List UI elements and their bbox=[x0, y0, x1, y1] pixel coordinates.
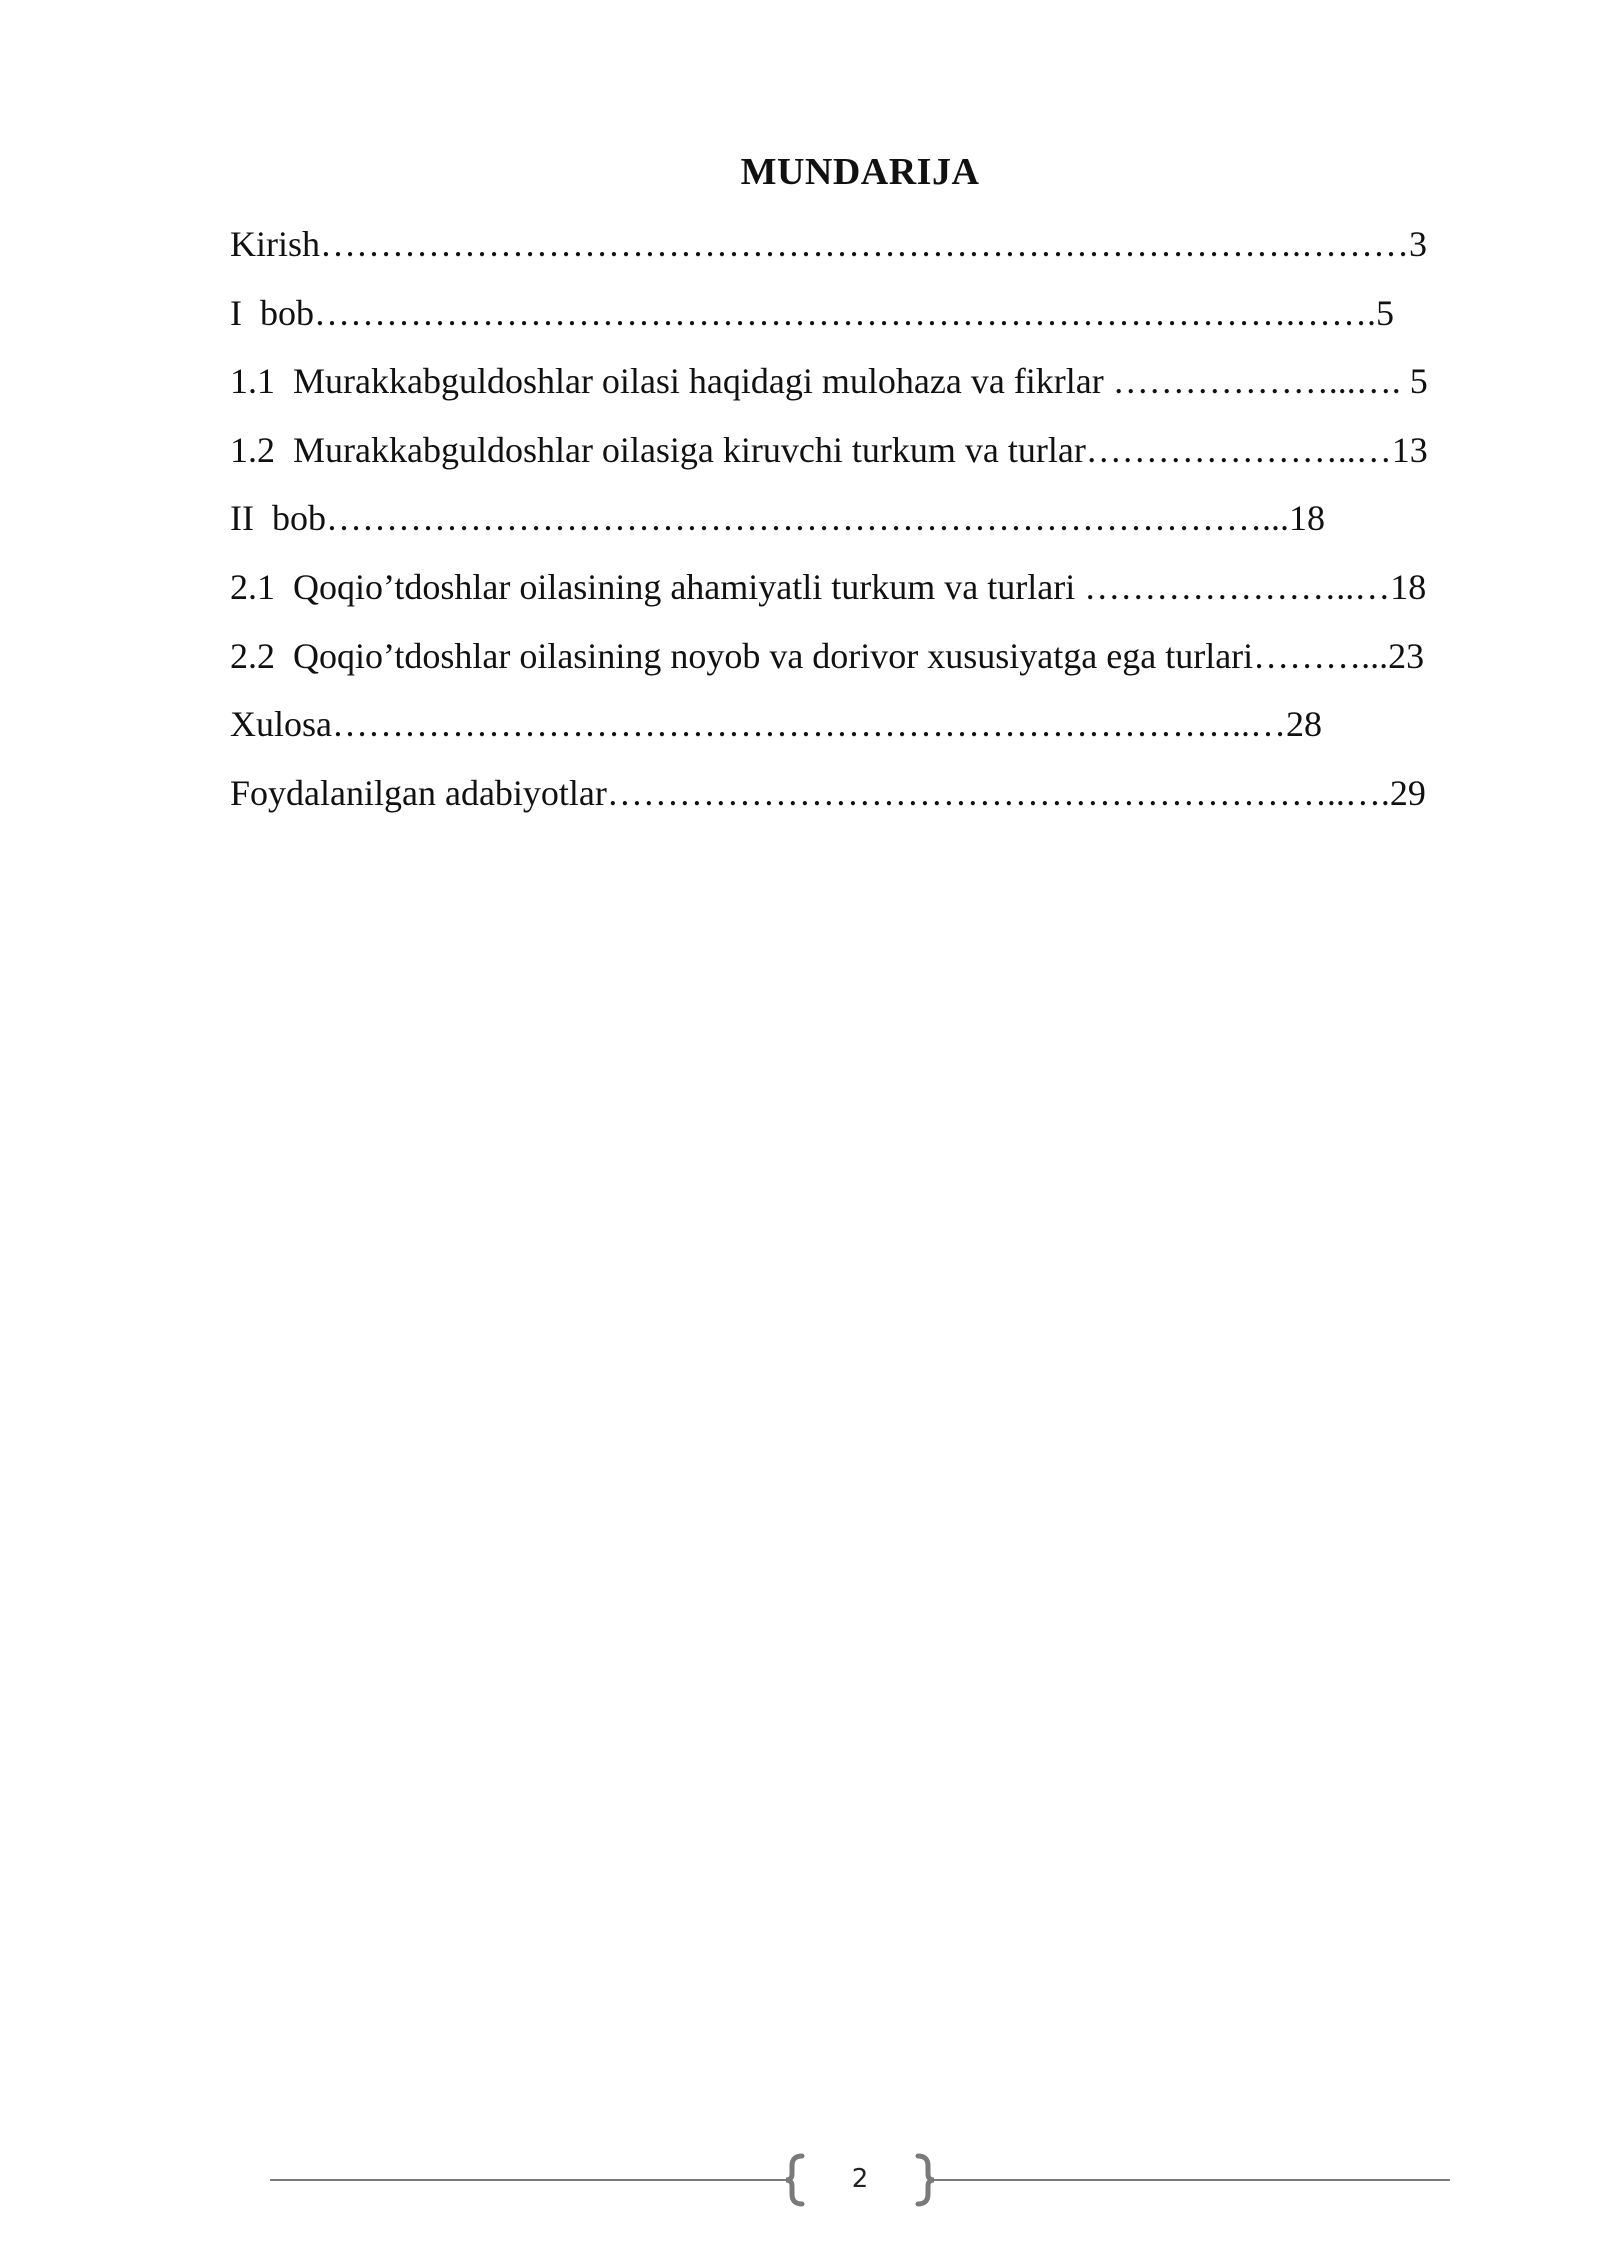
toc-entry-section-2-1 bbox=[230, 557, 1492, 626]
toc-entry-references bbox=[230, 763, 1492, 832]
toc-entry-text: 1.2 Murakkabguldoshlar oilasiga kiruvchi turkum va turlar…………………..…13 bbox=[230, 429, 1428, 470]
toc-entry-xulosa bbox=[230, 694, 1492, 763]
toc-entry-section-2-2 bbox=[230, 626, 1492, 695]
toc-entry-text: 2.1 Qoqio’tdoshlar oilasining ahamiyatli turkum va turlari …………………..…18 bbox=[230, 566, 1427, 607]
toc-entry-kirish bbox=[230, 214, 1492, 283]
toc-entry-chapter-2 bbox=[230, 488, 1492, 557]
toc-entry-section-1-2 bbox=[230, 420, 1492, 489]
toc-entry-text: Foydalanilgan adabiyotlar……………………………………………………..….29 bbox=[230, 772, 1426, 813]
toc-entry-text: Xulosa…………………………………………………………………..…28 bbox=[230, 704, 1322, 745]
toc-entry-text: 2.2 Qoqio’tdoshlar oilasining noyob va dorivor xususiyatga ega turlari………...23 bbox=[230, 635, 1425, 676]
page-number: 2 bbox=[851, 2164, 869, 2194]
toc-entry-text: I bob……………………………………………………………………….…….5 bbox=[230, 292, 1394, 333]
toc-entry-section-1-1 bbox=[230, 351, 1492, 420]
toc-entry-text: Kirish……………………………………………………………………….………3 bbox=[230, 224, 1427, 264]
toc-entry-text: II bob……………………………………………………………………...18 bbox=[230, 498, 1325, 539]
toc-title: MUNDARIJA bbox=[740, 151, 980, 193]
page-footer bbox=[270, 2150, 1450, 2210]
table-of-contents bbox=[230, 214, 1492, 831]
toc-entry-text: 1.1 Murakkabguldoshlar oilasi haqidagi mulohaza va fikrlar ………………...…. 5 bbox=[230, 361, 1428, 402]
toc-entry-chapter-1 bbox=[230, 283, 1492, 352]
